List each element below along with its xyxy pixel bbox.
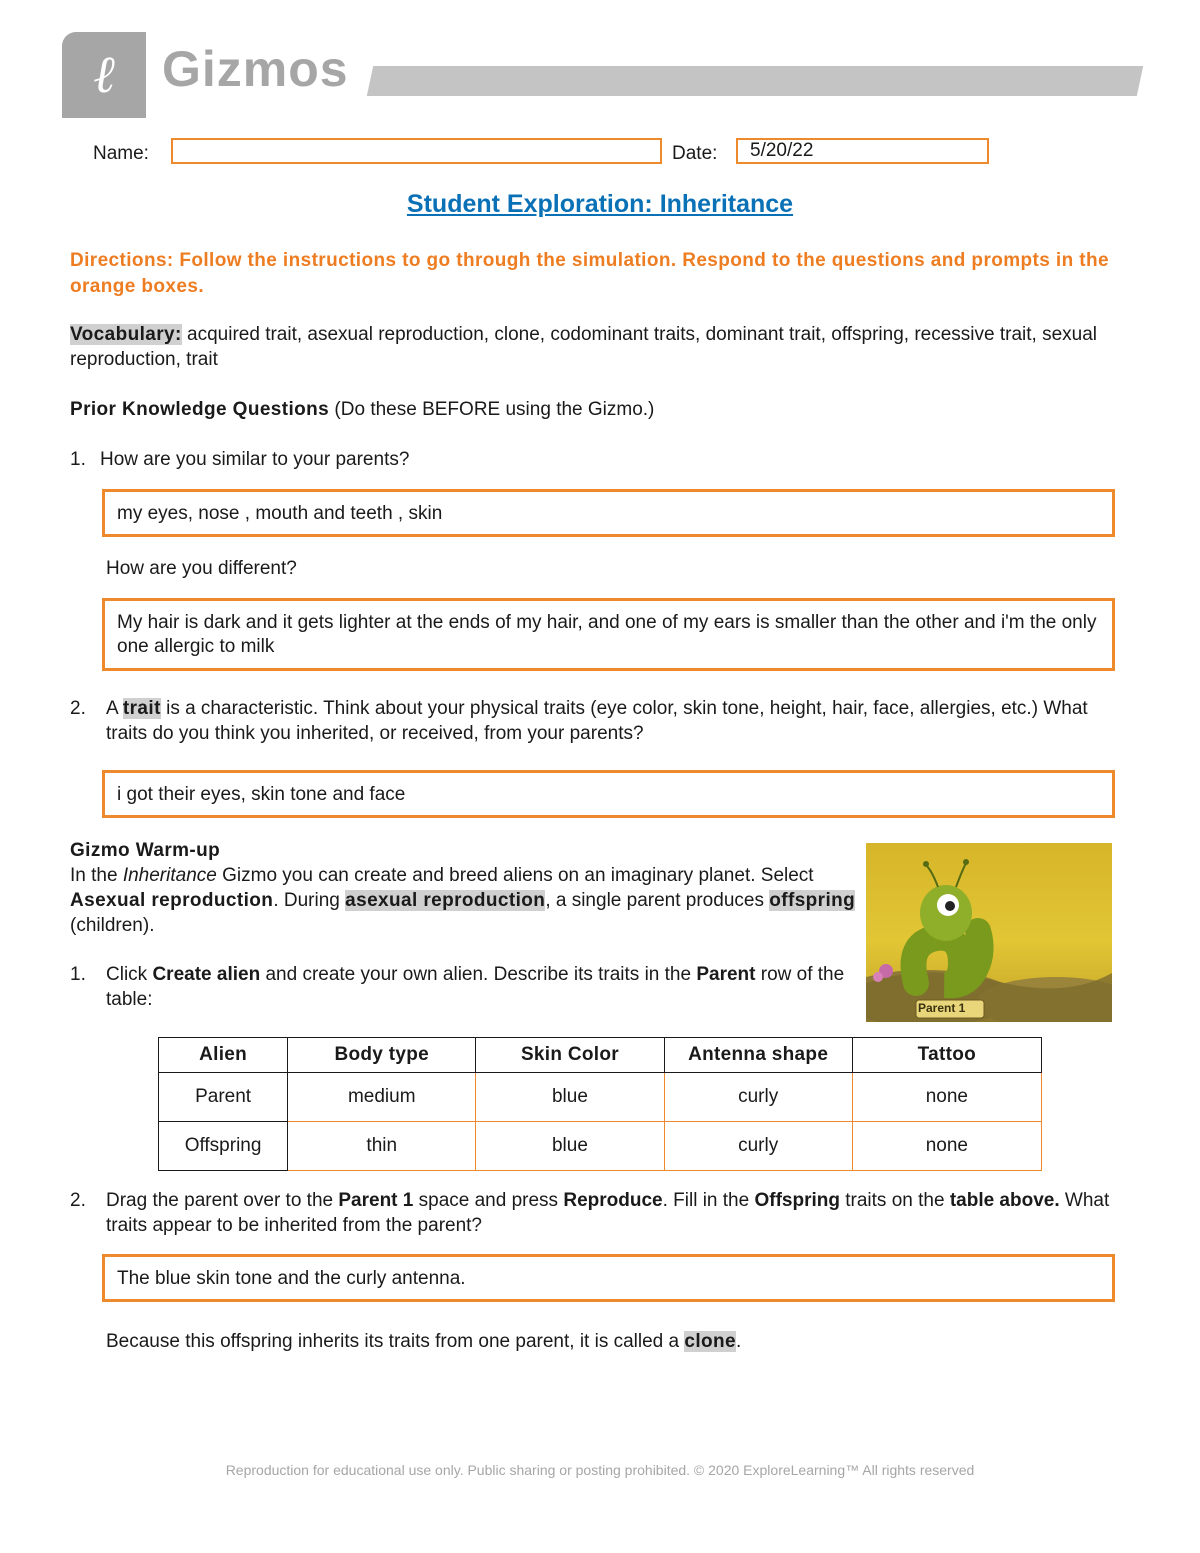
question-1	[70, 447, 1130, 472]
header-bar	[367, 66, 1143, 96]
clone-sentence-text: Because this offspring inherits its traits from one parent, it is called a	[106, 1331, 685, 1352]
step-2-text-i: What traits appear to be inherited from the parent?	[106, 1190, 1110, 1236]
step-2-text-g: traits on the	[839, 1190, 950, 1211]
step-2-text-e: . Fill in the	[662, 1190, 755, 1211]
offspring-antenna-shape-cell[interactable]: curly	[664, 1122, 852, 1171]
step-1-text-a: Click	[106, 964, 153, 985]
warmup-paragraph	[70, 863, 860, 938]
asexual-reproduction-term: asexual reproduction	[345, 890, 546, 911]
offspring-body-type-cell[interactable]: thin	[288, 1122, 476, 1171]
directions: Directions: Follow the instructions to go through the simulation. Respond to the questions and prompts in the orange boxes.	[70, 250, 1109, 297]
alien-illustration	[866, 843, 1112, 1022]
answer-1-field[interactable]: my eyes, nose , mouth and teeth , skin	[102, 489, 1115, 537]
offspring-bold-term: Offspring	[754, 1190, 840, 1211]
question-2-body	[106, 696, 1120, 746]
clone-term: clone	[684, 1331, 736, 1352]
step-1-body	[106, 962, 860, 1012]
logo	[62, 32, 146, 118]
parent-1-term: Parent 1	[338, 1190, 414, 1211]
step-2	[70, 1188, 1130, 1238]
vocabulary	[70, 322, 1130, 372]
warmup-text-3: . During	[273, 890, 346, 911]
row-label-parent: Parent	[159, 1073, 288, 1122]
question-1b-text: How are you different?	[106, 558, 297, 579]
step-1-text-e: row of the table:	[106, 964, 845, 1010]
parent-1-label: Parent 1	[918, 1001, 966, 1015]
question-1-text: How are you similar to your parents?	[100, 449, 410, 470]
warmup-text-2: Gizmo you can create and breed aliens on an imaginary planet. Select	[216, 865, 814, 886]
page-title: Student Exploration: Inheritance	[406, 190, 794, 218]
answer-1b-field[interactable]: My hair is dark and it gets lighter at the ends of my hair, and one of my ears is smaller than the other and i'm the only one allergic to milk	[102, 598, 1115, 671]
table-header-tattoo: Tattoo	[852, 1038, 1041, 1073]
alien-parent-image	[866, 843, 1112, 1022]
footer-copyright: Reproduction for educational use only. Public sharing or posting prohibited. © 2020 ExploreLearning™ All rights reserved	[225, 1462, 975, 1478]
table-header-alien: Alien	[159, 1038, 288, 1073]
table-row	[159, 1073, 1042, 1122]
answer-step-2-field[interactable]: The blue skin tone and the curly antenna.	[102, 1254, 1115, 1302]
inheritance-italic: Inheritance	[122, 865, 217, 886]
name-label: Name:	[93, 143, 149, 164]
table-header-antenna-shape: Antenna shape	[664, 1038, 852, 1073]
table-header-skin-color: Skin Color	[476, 1038, 664, 1073]
question-2-number: 2.	[70, 698, 86, 719]
parent-tattoo-cell[interactable]: none	[852, 1073, 1041, 1122]
step-1-text-c: and create your own alien. Describe its traits in the	[260, 964, 697, 985]
parent-skin-color-cell[interactable]: blue	[476, 1073, 664, 1122]
offspring-skin-color-cell[interactable]: blue	[476, 1122, 664, 1171]
question-2-text: is a characteristic. Think about your physical traits (eye color, skin tone, height, hair, face, allergies, etc.) What traits do you think you inherited, or received, from your parents?	[106, 698, 1088, 744]
step-2-body	[106, 1188, 1120, 1238]
step-2-number: 2.	[70, 1190, 86, 1211]
warmup-heading: Gizmo Warm-up	[70, 840, 221, 861]
question-1-number: 1.	[70, 449, 86, 470]
question-2-pre: A	[106, 698, 123, 719]
row-label-offspring: Offspring	[159, 1122, 288, 1171]
warmup-text-5: (children).	[70, 915, 155, 936]
step-2-text-a: Drag the parent over to the	[106, 1190, 339, 1211]
clone-sentence	[106, 1329, 1106, 1354]
date-label: Date:	[672, 143, 718, 164]
answer-2-field[interactable]: i got their eyes, skin tone and face	[102, 770, 1115, 818]
offspring-term: offspring	[769, 890, 856, 911]
explorelearning-logo-icon: ℓ	[93, 45, 115, 105]
date-field[interactable]: 5/20/22	[736, 138, 989, 164]
parent-term: Parent	[696, 964, 756, 985]
question-2	[70, 696, 1130, 746]
step-2-text-c: space and press	[413, 1190, 564, 1211]
prior-knowledge-title: Prior Knowledge Questions	[70, 399, 330, 420]
step-1-number: 1.	[70, 964, 86, 985]
clone-sentence-end: .	[736, 1331, 742, 1352]
prior-knowledge-note: (Do these BEFORE using the Gizmo.)	[329, 399, 655, 420]
asexual-reproduction-option: Asexual reproduction	[70, 890, 274, 911]
prior-knowledge-heading	[70, 397, 1130, 422]
traits-table	[158, 1037, 1042, 1171]
name-field[interactable]	[171, 138, 662, 164]
warmup-text-1: In the	[70, 865, 123, 886]
vocabulary-text: acquired trait, asexual reproduction, clone, codominant traits, dominant trait, offspring, recessive trait, sexual reproduction, trait	[70, 324, 1098, 370]
brand-name: Gizmos	[162, 41, 349, 97]
vocabulary-label: Vocabulary:	[70, 324, 182, 345]
offspring-tattoo-cell[interactable]: none	[852, 1122, 1041, 1171]
table-header-body-type: Body type	[288, 1038, 476, 1073]
reproduce-term: Reproduce	[563, 1190, 663, 1211]
trait-term: trait	[122, 698, 161, 719]
table-row	[159, 1122, 1042, 1171]
table-header-row	[159, 1038, 1042, 1073]
create-alien-term: Create alien	[152, 964, 261, 985]
parent-antenna-shape-cell[interactable]: curly	[664, 1073, 852, 1122]
table-above-term: table above.	[949, 1190, 1060, 1211]
warmup-text-4: , a single parent produces	[545, 890, 770, 911]
warmup-section	[70, 838, 860, 938]
step-1	[70, 962, 860, 1012]
parent-body-type-cell[interactable]: medium	[288, 1073, 476, 1122]
